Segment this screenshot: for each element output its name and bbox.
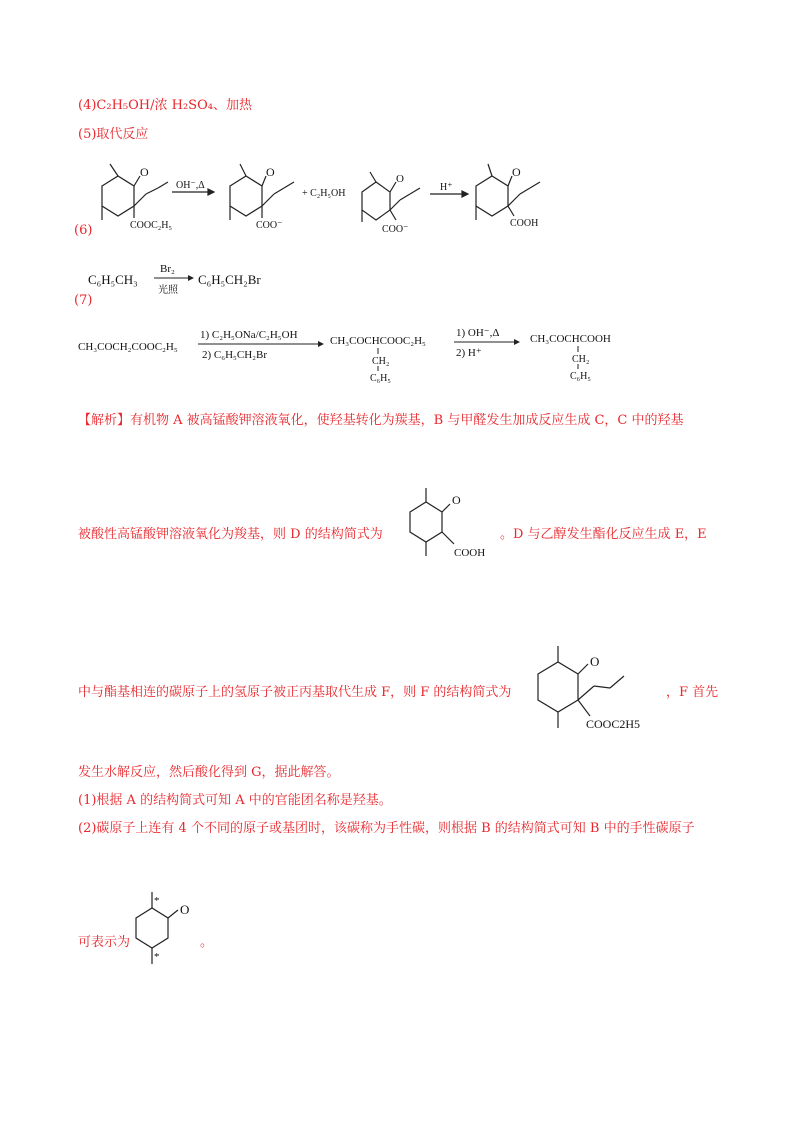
analysis-line-3-start: 中与酯基相连的碳原子上的氢原子被正丙基取代生成 F，则 F 的结构简式为 bbox=[78, 685, 512, 700]
ketone-o-1: O bbox=[140, 165, 149, 179]
ring-carboxylate bbox=[230, 176, 262, 216]
acid-product: CH₃COCHCOOH bbox=[530, 333, 611, 345]
step2-top: 1) OH⁻,Δ bbox=[456, 327, 500, 339]
product-c6h5: C₆H₅ bbox=[570, 371, 591, 382]
b-ketone-o: O bbox=[180, 902, 190, 917]
structure-f bbox=[530, 638, 670, 748]
analysis-line-1: 【解析】有机物 A 被高锰酸钾溶液氧化，使羟基转化为羰基，B 与甲醛发生加成反应生成 C，C 中的羟基 bbox=[78, 413, 684, 428]
carboxylate-label: COO⁻ bbox=[256, 220, 283, 231]
analysis-line-4: 发生水解反应，然后酸化得到 G，据此解答。 bbox=[78, 765, 340, 780]
intermediate-c6h5: C₆H₅ bbox=[370, 373, 391, 384]
ester-label: COOC₂H₅ bbox=[130, 220, 172, 231]
reagent-oh-delta: OH⁻,Δ bbox=[176, 180, 205, 191]
analysis-line-2-start: 被酸性高锰酸钾溶液氧化为羧基，则 D 的结构简式为 bbox=[78, 527, 383, 542]
intermediate-ch2: CH₂ bbox=[372, 356, 390, 367]
d-ketone-o: O bbox=[452, 493, 461, 507]
answer-5: (5)取代反应 bbox=[78, 127, 149, 142]
f-ketone-o: O bbox=[590, 654, 600, 669]
step1-top: 1) C₂H₅ONa/C₂H₅OH bbox=[200, 329, 298, 341]
chiral-mark-1: * bbox=[154, 895, 160, 907]
analysis-line-2-end: 。D 与乙醇发生酯化反应生成 E，E bbox=[500, 527, 707, 542]
light-condition: 光照 bbox=[158, 285, 178, 296]
question-2-end-period: 。 bbox=[200, 935, 214, 950]
product-ch2: CH₂ bbox=[572, 354, 590, 365]
acid-label: COOH bbox=[510, 218, 539, 229]
chiral-mark-2: * bbox=[154, 951, 160, 963]
ring-f bbox=[102, 176, 134, 216]
toluene: C₆H₅CH₃ bbox=[88, 272, 138, 287]
step2-bottom: 2) H⁺ bbox=[456, 347, 482, 359]
ring-acid bbox=[476, 176, 508, 216]
reaction-6-scheme bbox=[90, 162, 560, 242]
d-acid-label: COOH bbox=[454, 547, 486, 559]
alkylated-ester: CH₃COCHCOOC₂H₅ bbox=[330, 335, 426, 347]
structure-d bbox=[400, 484, 500, 564]
ketone-o-4: O bbox=[512, 165, 521, 179]
ethyl-acetoacetate: CH₃COCH₂COOC₂H₅ bbox=[78, 341, 178, 353]
question-2-end-start: 可表示为 bbox=[78, 935, 131, 950]
answer-6-label: (6) bbox=[74, 223, 93, 238]
ethanol-byproduct: + C₂H₅OH bbox=[302, 188, 346, 199]
br2-reagent: Br₂ bbox=[160, 263, 175, 275]
reaction-7-line-1 bbox=[88, 258, 288, 298]
reagent-h-plus: H⁺ bbox=[440, 182, 453, 193]
f-ester-label: COOC2H5 bbox=[586, 717, 641, 731]
structure-b-chiral bbox=[130, 886, 210, 976]
answer-4: (4)C₂H₅OH/浓 H₂SO₄、加热 bbox=[78, 98, 252, 113]
answer-7-label: (7) bbox=[74, 293, 93, 308]
ketone-o-3: O bbox=[396, 173, 404, 185]
benzyl-bromide: C₆H₅CH₂Br bbox=[198, 272, 261, 287]
analysis-line-3-end: ，F 首先 bbox=[666, 685, 719, 700]
question-2-answer: (2)碳原子上连有 4 个不同的原子或基团时，该碳称为手性碳，则根据 B 的结构简式可知 B 中的手性碳原子 bbox=[78, 821, 695, 836]
step1-bottom: 2) C₆H₅CH₂Br bbox=[202, 349, 267, 361]
ring-carboxylate-2 bbox=[362, 182, 390, 220]
ketone-o-2: O bbox=[266, 165, 275, 179]
reaction-7-line-2 bbox=[78, 324, 658, 384]
carboxylate-label-2: COO⁻ bbox=[382, 224, 409, 235]
question-1-answer: (1)根据 A 的结构简式可知 A 中的官能团名称是羟基。 bbox=[78, 793, 392, 808]
